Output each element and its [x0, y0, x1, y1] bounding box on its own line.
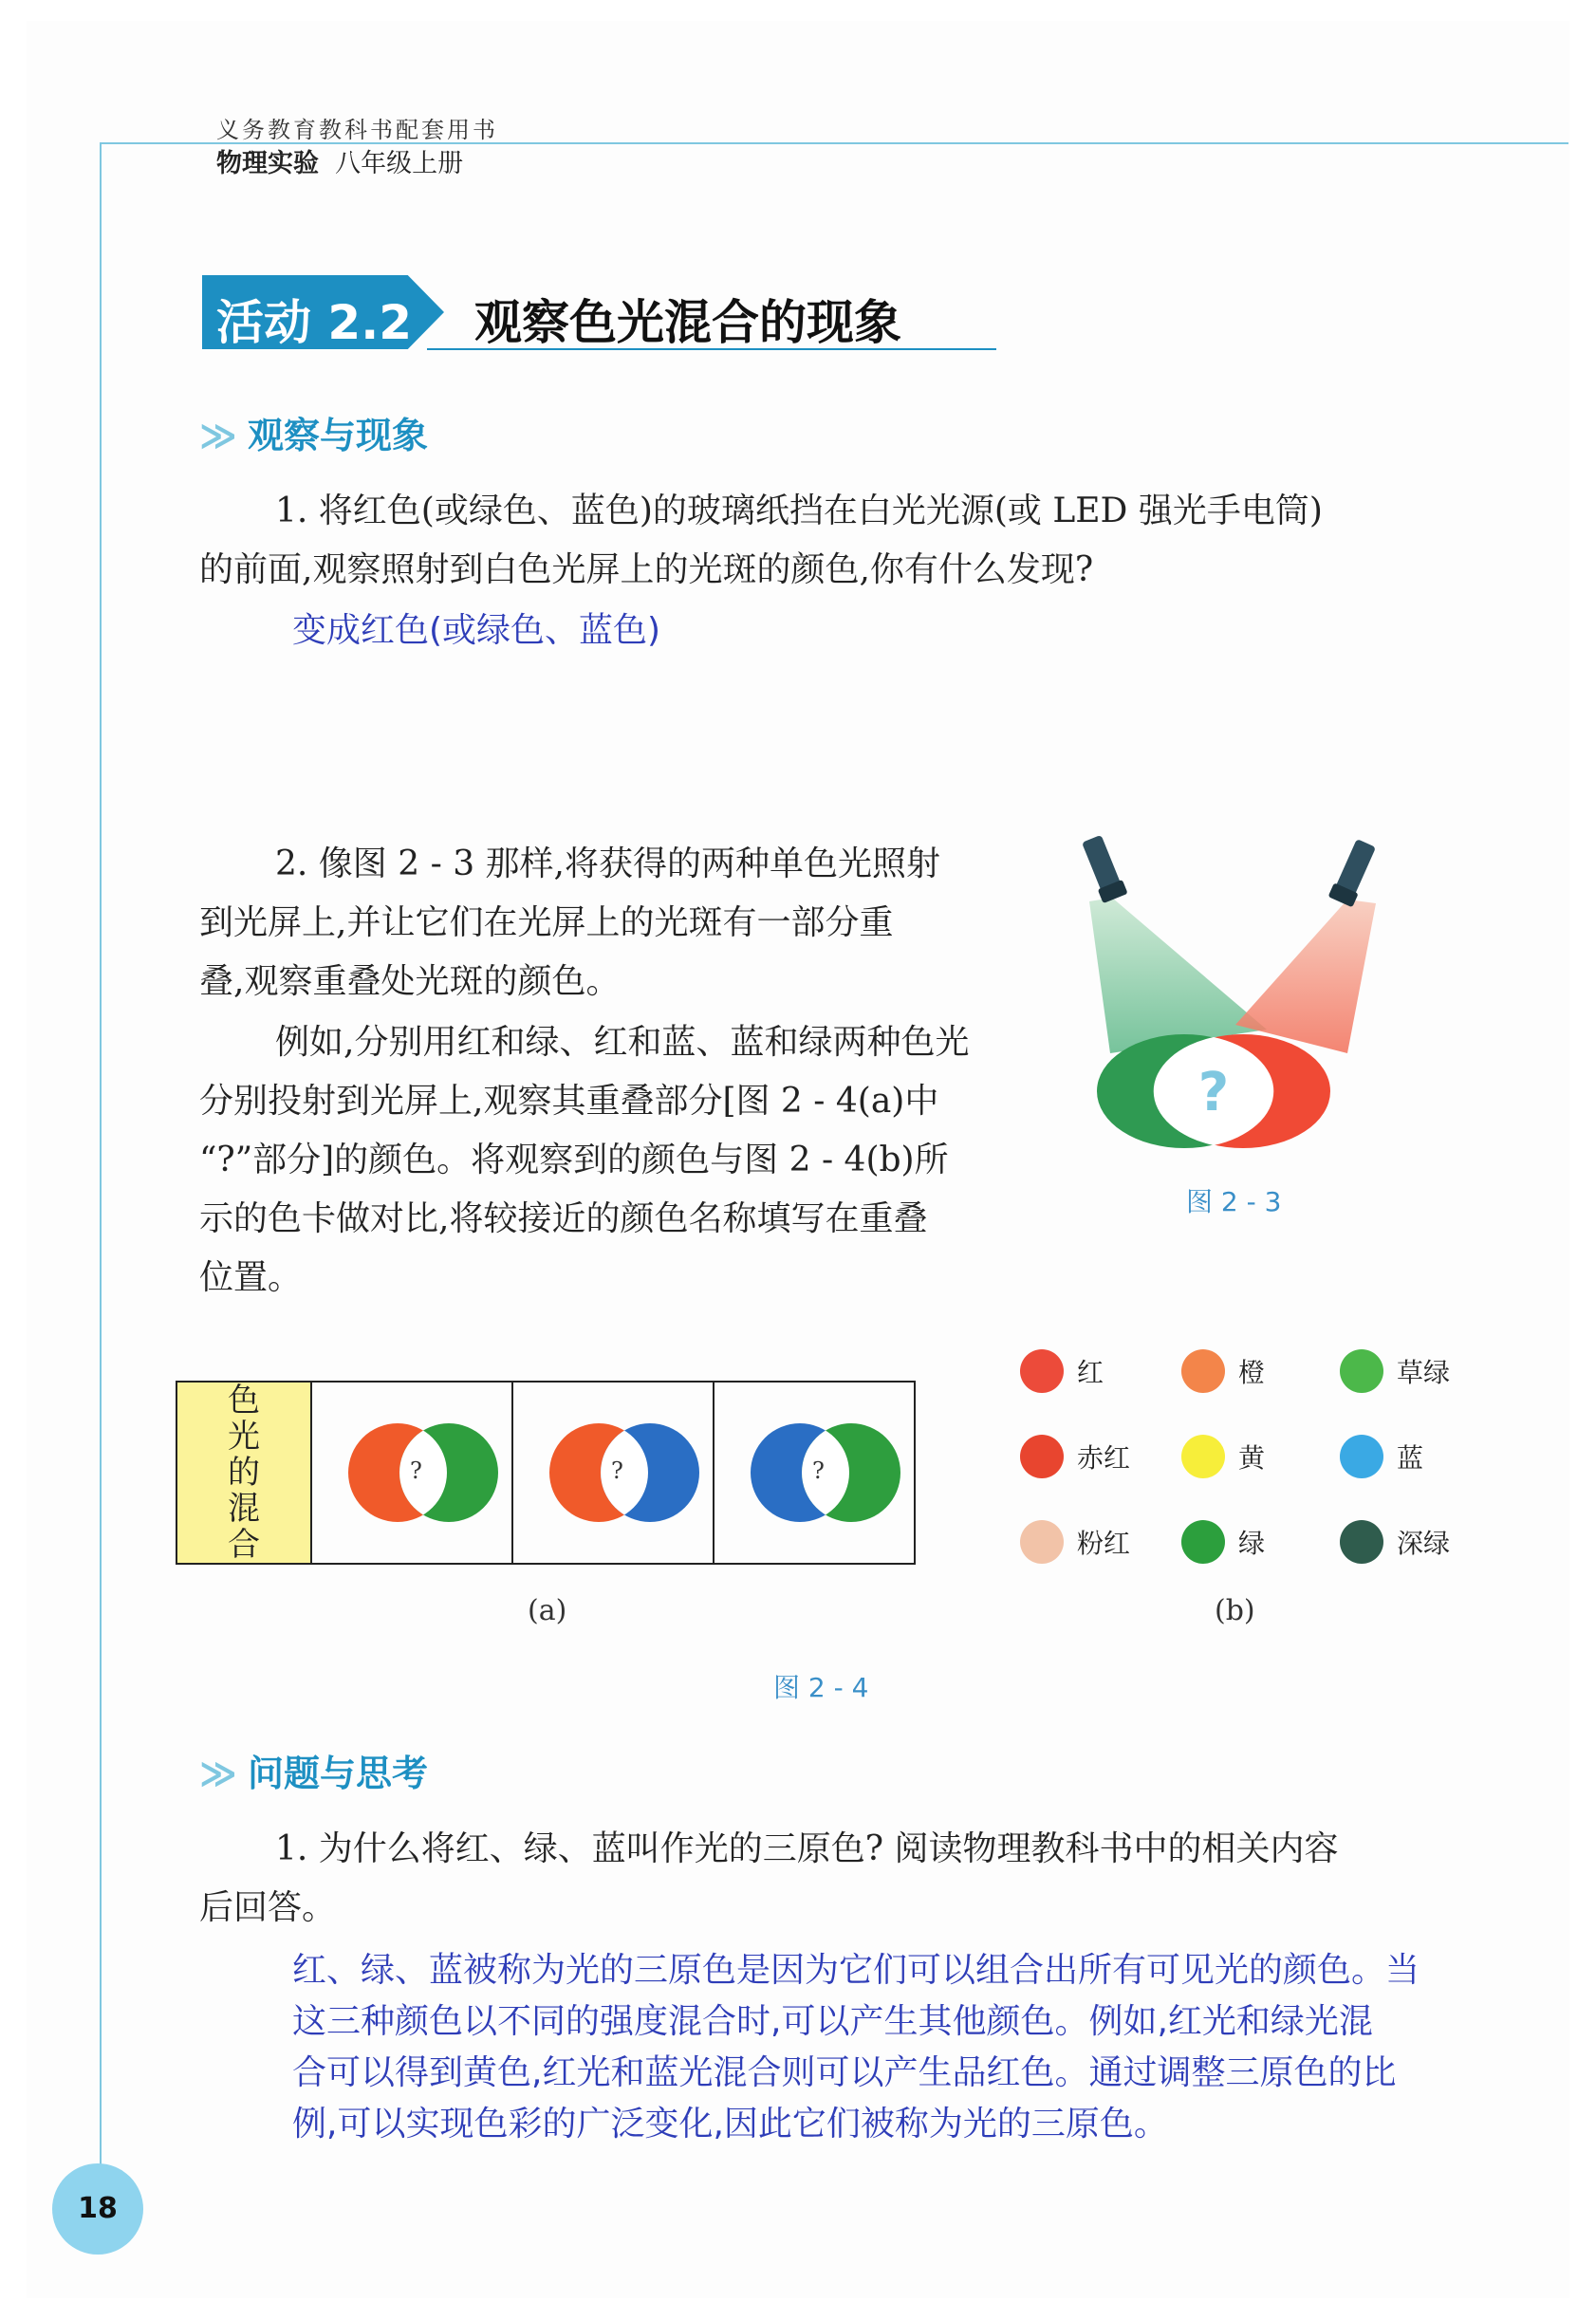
swatch-label: 橙 [1238, 1357, 1266, 1388]
question-2-line-8: 位置。 [199, 1258, 303, 1297]
question-3-line-2: 后回答。 [199, 1888, 337, 1927]
table-header-char: 合 [228, 1526, 260, 1564]
right-flashlight-icon [1328, 838, 1379, 908]
red-blue-overlap [513, 1387, 713, 1558]
question-1-line-1: 1. 将红色(或绿色、蓝色)的玻璃纸挡在白光光源(或 LED 强光手电筒) [275, 492, 1323, 530]
question-mark: ? [410, 1457, 422, 1484]
swatch-dot [1020, 1435, 1064, 1478]
question-mark: ? [611, 1457, 623, 1484]
table-header-cell [176, 1382, 311, 1564]
swatch-dot [1020, 1349, 1064, 1393]
question-3-line-1: 1. 为什么将红、绿、蓝叫作光的三原色? 阅读物理教科书中的相关内容 [275, 1829, 1339, 1868]
color-swatch-pink [1020, 1520, 1130, 1564]
table-header-char: 色 [228, 1382, 260, 1420]
activity-title: 观察色光混合的现象 [474, 295, 901, 350]
activity-title-underline [427, 348, 996, 350]
red-green-overlap [312, 1387, 511, 1558]
question-3-answer-line-1: 红、绿、蓝被称为光的三原色是因为它们可以组合出所有可见光的颜色。当 [292, 1951, 1420, 1990]
question-1-line-2: 的前面,观察照射到白色光屏上的光斑的颜色,你有什么发现? [199, 550, 1094, 589]
book-title [216, 142, 463, 179]
color-swatch-blue [1340, 1435, 1423, 1478]
color-swatch-orange [1181, 1349, 1265, 1393]
color-swatch-dark-green [1340, 1520, 1450, 1564]
question-2-line-1: 2. 像图 2 - 3 那样,将获得的两种单色光照射 [275, 844, 940, 883]
question-mark-icon: ? [1197, 1062, 1230, 1123]
question-3-answer-line-4: 例,可以实现色彩的广泛变化,因此它们被称为光的三原色。 [292, 2105, 1168, 2144]
table-header-char: 的 [228, 1454, 260, 1492]
section-heading-observation [199, 406, 428, 458]
swatch-label: 黄 [1238, 1442, 1266, 1474]
swatch-dot [1340, 1435, 1383, 1478]
table-row [176, 1382, 915, 1564]
question-mark: ? [812, 1457, 825, 1484]
blue-green-overlap [714, 1387, 914, 1558]
mix-cell-blue-green[interactable] [714, 1382, 915, 1564]
color-swatch-crimson [1020, 1435, 1130, 1478]
color-swatch-grass-green [1340, 1349, 1450, 1393]
swatch-label: 蓝 [1397, 1442, 1424, 1474]
question-2-line-3: 叠,观察重叠处光斑的颜色。 [199, 962, 621, 1001]
series-title: 义务教育教科书配套用书 [216, 117, 498, 143]
question-3-answer-line-2: 这三种颜色以不同的强度混合时,可以产生其他颜色。例如,红光和绿光混 [292, 2002, 1373, 2041]
figure-2-4a-label: (a) [528, 1594, 567, 1627]
table-header-char: 混 [228, 1490, 260, 1528]
color-swatch-yellow [1181, 1435, 1265, 1478]
green-light-beam [1089, 898, 1267, 1053]
mix-cell-red-green[interactable] [311, 1382, 512, 1564]
table-header-char: 光 [228, 1418, 260, 1456]
figure-2-3-caption: 图 2 - 3 [1186, 1186, 1282, 1217]
color-swatch-red [1020, 1349, 1104, 1393]
double-chevron-icon: ≫ [199, 1753, 232, 1794]
swatch-dot [1181, 1349, 1225, 1393]
question-2-line-2: 到光屏上,并让它们在光屏上的光斑有一部分重 [199, 903, 894, 942]
question-2-line-4: 例如,分别用红和绿、红和蓝、蓝和绿两种色光 [275, 1023, 970, 1062]
swatch-dot [1020, 1520, 1064, 1564]
swatch-dot [1340, 1349, 1383, 1393]
question-2-line-5: 分别投射到光屏上,观察其重叠部分[图 2 - 4(a)中 [199, 1082, 939, 1121]
swatch-label: 草绿 [1397, 1357, 1451, 1388]
section-heading-label: 问题与思考 [248, 1753, 429, 1794]
swatch-dot [1181, 1435, 1225, 1478]
color-mixing-table [176, 1381, 916, 1565]
swatch-label: 粉红 [1077, 1528, 1131, 1559]
swatch-dot [1181, 1520, 1225, 1564]
figure-2-3-spotlights [1063, 835, 1404, 1158]
swatch-label: 绿 [1238, 1528, 1266, 1559]
question-2-line-6: “?”部分]的颜色。将观察到的颜色与图 2 - 4(b)所 [199, 1141, 949, 1179]
question-1-answer: 变成红色(或绿色、蓝色) [292, 611, 661, 650]
swatch-label: 红 [1077, 1357, 1104, 1388]
swatch-label: 深绿 [1397, 1528, 1451, 1559]
section-heading-questions [199, 1744, 428, 1796]
swatch-label: 赤红 [1077, 1442, 1131, 1474]
question-3-answer-line-3: 合可以得到黄色,红光和蓝光混合则可以产生品红色。通过调整三原色的比 [292, 2053, 1397, 2092]
figure-2-4b-label: (b) [1215, 1594, 1255, 1627]
book-grade: 八年级上册 [335, 149, 464, 178]
left-flashlight-icon [1079, 835, 1127, 903]
question-2-line-7: 示的色卡做对比,将较接近的颜色名称填写在重叠 [199, 1199, 928, 1238]
margin-rule [100, 142, 102, 2192]
activity-label: 活动 2.2 [216, 295, 412, 350]
book-subject: 物理实验 [216, 149, 319, 178]
double-chevron-icon: ≫ [199, 415, 232, 456]
swatch-dot [1340, 1520, 1383, 1564]
mix-cell-red-blue[interactable] [512, 1382, 714, 1564]
color-swatch-green [1181, 1520, 1265, 1564]
figure-2-4-caption: 图 2 - 4 [773, 1672, 869, 1703]
page-number: 18 [52, 2163, 143, 2255]
section-heading-label: 观察与现象 [248, 415, 429, 456]
